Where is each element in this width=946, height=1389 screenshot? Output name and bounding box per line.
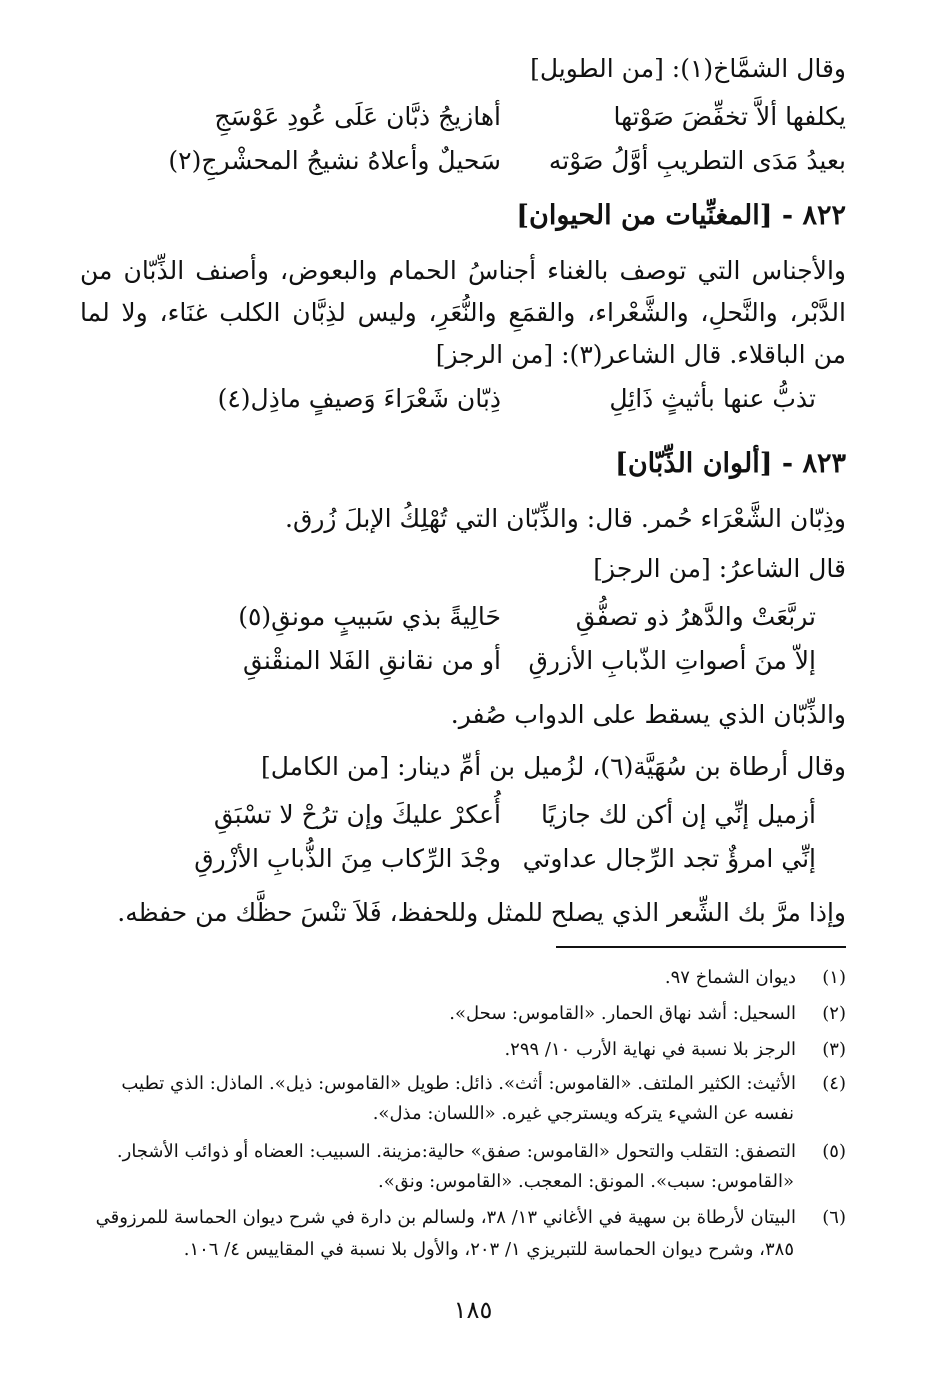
footnote bbox=[80, 1000, 846, 1028]
footnote bbox=[80, 1036, 846, 1064]
footnote-number: (٥) bbox=[822, 1141, 846, 1162]
footnote-number: (٢) bbox=[822, 1003, 846, 1024]
footnote-number: (٦) bbox=[822, 1207, 846, 1228]
verse-first-hemistich: بعيدُ مَدَى التطريبِ أوَّلُ صَوْته bbox=[548, 146, 846, 175]
paragraph-line: وقال أرطاة بن سُهَيَّة(٦)، لزُميل بن أمِّ دينار: [من الكامل] bbox=[260, 752, 846, 781]
paragraph-line: قال الشاعرُ: [من الرجز] bbox=[593, 554, 846, 583]
verse-second-hemistich: وجْدَ الرِّكاب مِنَ الذُّبابِ الأزْرقِ bbox=[194, 844, 501, 873]
footnote-text: السحيل: أشد نهاق الحمار. «القاموس: سحل». bbox=[449, 1003, 796, 1024]
footnote-text: البيتان لأرطاة بن سهية في الأغاني ١٣/ ٣٨، ولسالم بن دارة في شرح ديوان الحماسة للمرزوقي bbox=[95, 1207, 796, 1228]
section-heading: ٨٢٢ - [المغنِّيات من الحيوان] bbox=[516, 200, 846, 231]
verse-first-hemistich: إنِّي امرؤٌ تجد الرِّجال عداوتي bbox=[522, 844, 816, 873]
footnote-text: التصفق: التقلب والتحول «القاموس: صفق» حالية:مزينة. السبيب: العضاه أو ذوائب الأشجار. bbox=[116, 1141, 796, 1162]
footnote-number: (١) bbox=[822, 967, 846, 988]
section-heading: ٨٢٣ - [ألوان الذِّبّان] bbox=[615, 448, 846, 479]
footnote-continuation: «القاموس: سبب». المونق: المعجب. «القاموس: ونق». bbox=[378, 1171, 794, 1192]
footnote bbox=[80, 1070, 846, 1098]
verse-second-hemistich: أهازيجُ ذبَّان عَلَى عُودِ عَوْسَجِ bbox=[214, 102, 501, 131]
paragraph-line: والأجناس التي توصف بالغناء أجناسُ الحمام والبعوض، وأصنف الذِّبّان من bbox=[80, 256, 846, 285]
footnote-continuation: نفسه عن الشيء يتركه ويسترجي غيره. «اللسان: مذل». bbox=[372, 1103, 794, 1124]
footnote-text: الأثيث: الكثير الملتف. «القاموس: أثث». ذائل: طويل «القاموس: ذيل». الماذل: الذي تطيب bbox=[121, 1073, 796, 1094]
footnote-number: (٤) bbox=[822, 1073, 846, 1094]
footnote-text: ديوان الشماخ ٩٧. bbox=[664, 967, 796, 988]
paragraph-line: والذِّبّان الذي يسقط على الدواب صُفر. bbox=[450, 700, 846, 729]
footnote-text: الرجز بلا نسبة في نهاية الأرب ١٠/ ٢٩٩. bbox=[504, 1039, 796, 1060]
verse-second-hemistich: حَالِيةً بذي سَبيبٍ مونقِ(٥) bbox=[238, 602, 501, 631]
paragraph-line: وإذا مرَّ بك الشِّعر الذي يصلح للمثل وللحفظ، فَلاَ تنْسَ حظَّك من حفظه. bbox=[117, 898, 846, 927]
verse-second-hemistich: سَحيلٌ وأعلاهُ نشيجُ المحشْرجِ(٢) bbox=[168, 146, 501, 175]
verse-second-hemistich: أو من نقانقِ الفَلا المنقْنقِ bbox=[243, 646, 501, 675]
verse-first-hemistich: يكلفها ألاَّ تخفِّضَ صَوْتها bbox=[613, 102, 846, 131]
verse-first-hemistich: أزميل إنِّي إن أكن لك جازيًا bbox=[541, 800, 816, 829]
verse-second-hemistich: ذِبّان شَعْرَاءَ وَصيفٍ ماذِل(٤) bbox=[217, 384, 501, 413]
verse-first-hemistich: إلاّ منَ أصواتِ الذّبابِ الأزرقِ bbox=[528, 646, 816, 675]
footnote-continuation: ٣٨٥، وشرح ديوان الحماسة للتبريزي ١/ ٢٠٣، والأول بلا نسبة في المقاييس ٤/ ١٠٦. bbox=[183, 1239, 794, 1260]
paragraph-line: وذِبّان الشَّعْرَاء حُمر. قال: والذِّبّان التي تُهْلِكُ الإبلَ زُرق. bbox=[285, 504, 846, 533]
footnote-number: (٣) bbox=[822, 1039, 846, 1060]
footnote-divider bbox=[556, 946, 846, 948]
verse-second-hemistich: أُعكرْ عليكَ وإن ترُحْ لا تسْبَقِ bbox=[213, 800, 501, 829]
paragraph-line: الدَّبْر، والنَّحلِ، والشَّعْراء، والقمَعِ والنُّعَرِ، وليس لذِبَّان الكلب غنَاء، ولا لما bbox=[80, 298, 846, 327]
text-line: وقال الشمَّاخ(١): [من الطويل] bbox=[530, 54, 846, 83]
page-number: ١٨٥ bbox=[453, 1296, 493, 1324]
footnote bbox=[80, 1138, 846, 1166]
verse-first-hemistich: تربَّعَتْ والدَّهرُ ذو تصفُّقِ bbox=[575, 602, 816, 631]
verse-first-hemistich: تذبُّ عنها بأثيثٍ ذَائِلِ bbox=[609, 384, 816, 413]
paragraph-line: من الباقلاء. قال الشاعر(٣): [من الرجز] bbox=[435, 340, 846, 369]
footnote bbox=[80, 964, 846, 992]
footnote bbox=[80, 1204, 846, 1232]
